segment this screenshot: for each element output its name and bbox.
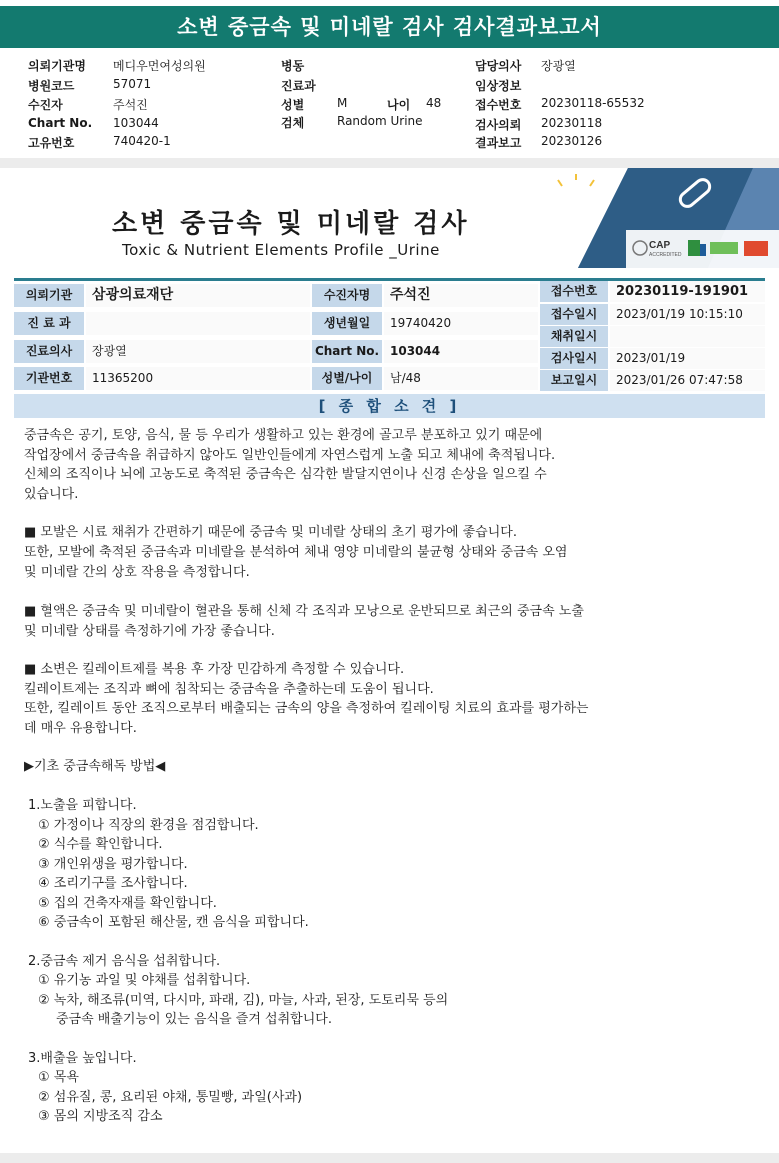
specimen-label: 검체 xyxy=(281,116,305,130)
info-sexage-value: 남/48 xyxy=(384,367,538,390)
doctor-label: 담당의사 xyxy=(475,59,522,73)
text-line: 및 미네랄 상태를 측정하기에 가장 좋습니다. xyxy=(24,624,275,639)
dept-label: 진료과 xyxy=(281,79,316,93)
info-patient-label: 수진자명 xyxy=(312,284,382,307)
text-line: 또한, 모발에 축적된 중금속과 미네랄을 분석하여 체내 영양 미네랄의 불균형 상태와 중금속 오염 xyxy=(24,545,568,560)
text-line: 작업장에서 중금속을 취급하지 않아도 일반인들에게 자연스럽게 노출 되고 체내에 축적됩니다. xyxy=(24,448,556,463)
report-value: 20230126 xyxy=(541,134,603,148)
info-receipt-time-value: 2023/01/19 10:15:10 xyxy=(610,304,765,325)
uid-label: 고유번호 xyxy=(28,136,75,150)
report-label: 결과보고 xyxy=(475,136,522,150)
request-label: 검사의뢰 xyxy=(475,118,522,132)
chart-label: Chart No. xyxy=(28,116,93,130)
method-heading: ▶기초 중금속해독 방법◀ xyxy=(24,759,166,774)
text-line: 신체의 조직이나 뇌에 고농도로 축적된 중금속은 심각한 발달지연이나 신경 손상을 일으킬 수 xyxy=(24,467,547,482)
summary-heading: [ 종 합 소 견 ] xyxy=(14,394,765,418)
receipt-value: 20230118-65532 xyxy=(541,96,645,110)
inst-value: 메디우먼여성의원 xyxy=(113,59,206,73)
list-item: ① 가정이나 직장의 환경을 점검합니다. xyxy=(38,818,259,833)
receipt-label: 접수번호 xyxy=(475,98,522,112)
info-report-label: 보고일시 xyxy=(540,370,608,391)
info-chart-label: Chart No. xyxy=(312,340,382,363)
age-value: 48 xyxy=(426,96,442,110)
svg-text:ACCREDITED: ACCREDITED xyxy=(649,252,682,258)
info-receipt-value: 20230119-191901 xyxy=(610,281,765,302)
info-receipt-time-label: 접수일시 xyxy=(540,304,608,325)
quality-seal-logo xyxy=(744,241,768,256)
clinical-label: 임상정보 xyxy=(475,79,522,93)
text-line: ■ 모발은 시료 채취가 간편하기 때문에 중금속 및 미네랄 상태의 초기 평가에 좋습니다. xyxy=(24,525,517,540)
specimen-value: Random Urine xyxy=(337,114,423,128)
doctor-value: 장광열 xyxy=(541,59,576,73)
info-dept-label: 진 료 과 xyxy=(14,312,84,335)
patient-label: 수진자 xyxy=(28,98,63,112)
list-item: ⑤ 집의 건축자재를 확인합니다. xyxy=(38,896,217,911)
info-inst-label: 의뢰기관 xyxy=(14,284,84,307)
list-item: ② 섬유질, 콩, 요리된 야채, 통밀빵, 과일(사과) xyxy=(38,1090,303,1105)
bottom-divider xyxy=(0,1153,779,1163)
info-code-label: 기관번호 xyxy=(14,367,84,390)
inst-label: 의뢰기관명 xyxy=(28,59,86,73)
list-item: ② 녹차, 해조류(미역, 다시마, 파래, 김), 마늘, 사과, 된장, 도토리묵 등의 xyxy=(38,993,449,1008)
banner-art xyxy=(518,168,779,268)
method-step: 2.중금속 제거 음식을 섭취합니다. xyxy=(28,954,221,969)
sex-value: M xyxy=(337,96,348,110)
page-title: 소변 중금속 및 미네랄 검사 검사결과보고서 xyxy=(0,6,779,48)
list-item: ④ 조리기구를 조사합니다. xyxy=(38,876,188,891)
info-birth-label: 생년월일 xyxy=(312,312,382,335)
info-dept-value xyxy=(86,312,310,335)
hospcode-value: 57071 xyxy=(113,77,152,91)
specimen-info-table xyxy=(14,281,765,391)
info-receipt-label: 접수번호 xyxy=(540,281,608,302)
report-banner-graphic xyxy=(518,168,779,268)
info-sexage-label: 성별/나이 xyxy=(312,367,382,390)
list-item: ② 식수를 확인합니다. xyxy=(38,837,163,852)
section-divider xyxy=(0,158,779,168)
text-line: 및 미네랄 간의 상호 작용을 측정합니다. xyxy=(24,565,250,580)
text-line: 데 매우 유용합니다. xyxy=(24,721,137,736)
list-item: ① 유기농 과일 및 야채를 섭취합니다. xyxy=(38,973,251,988)
sex-label: 성별 xyxy=(281,98,305,112)
info-chart-value: 103044 xyxy=(384,340,538,363)
text-line: 또한, 킬레이트 동안 조직으로부터 배출되는 금속의 양을 측정하여 킬레이팅 치료의 효과를 평가하는 xyxy=(24,701,589,716)
list-item: ③ 개인위생을 평가합니다. xyxy=(38,857,188,872)
info-test-label: 검사일시 xyxy=(540,348,608,369)
patient-value: 주석진 xyxy=(113,98,148,112)
method-step: 3.배출을 높입니다. xyxy=(28,1051,137,1066)
text-line: ■ 소변은 킬레이트제를 복용 후 가장 민감하게 측정할 수 있습니다. xyxy=(24,662,405,677)
list-item: ⑥ 중금속이 포함된 해산물, 캔 음식을 피합니다. xyxy=(38,915,309,930)
text-line: ■ 혈액은 중금속 및 미네랄이 혈관을 통해 신체 각 조직과 모낭으로 운반되므로 최근의 중금속 노출 xyxy=(24,604,584,619)
svg-text:CAP: CAP xyxy=(649,240,671,251)
info-doctor-value: 장광열 xyxy=(86,340,310,363)
list-item: ③ 몸의 지방조직 감소 xyxy=(38,1109,163,1124)
info-collect-value xyxy=(610,326,765,347)
list-item: ① 목욕 xyxy=(38,1070,79,1085)
request-value: 20230118 xyxy=(541,116,603,130)
hospcode-label: 병원코드 xyxy=(28,79,75,93)
text-line: 있습니다. xyxy=(24,487,79,502)
info-report-value: 2023/01/26 07:47:58 xyxy=(610,370,765,391)
ward-label: 병동 xyxy=(281,59,305,73)
info-inst-value: 삼광의료재단 xyxy=(86,284,310,307)
uid-value: 740420-1 xyxy=(113,134,171,148)
report-subtitle: Toxic & Nutrient Elements Profile _Urine xyxy=(122,241,440,259)
age-label: 나이 xyxy=(387,98,411,112)
info-code-value: 11365200 xyxy=(86,367,310,390)
eqa-logo xyxy=(710,242,738,254)
report-title: 소변 중금속 및 미네랄 검사 xyxy=(112,209,470,239)
info-test-value: 2023/01/19 xyxy=(610,348,765,369)
info-doctor-label: 진료의사 xyxy=(14,340,84,363)
list-item: 중금속 배출기능이 있는 음식을 즐겨 섭취합니다. xyxy=(56,1012,332,1027)
info-birth-value: 19740420 xyxy=(384,312,538,335)
report-header xyxy=(0,50,779,154)
info-patient-value: 주석진 xyxy=(384,284,538,307)
text-line: 중금속은 공기, 토양, 음식, 물 등 우리가 생활하고 있는 환경에 골고루 분포하고 있기 때문에 xyxy=(24,428,543,443)
method-step: 1.노출을 피합니다. xyxy=(28,798,137,813)
chart-value: 103044 xyxy=(113,116,159,130)
text-line: 킬레이트제는 조직과 뼈에 침착되는 중금속을 추출하는데 도움이 됩니다. xyxy=(24,682,434,697)
info-collect-label: 채취일시 xyxy=(540,326,608,347)
